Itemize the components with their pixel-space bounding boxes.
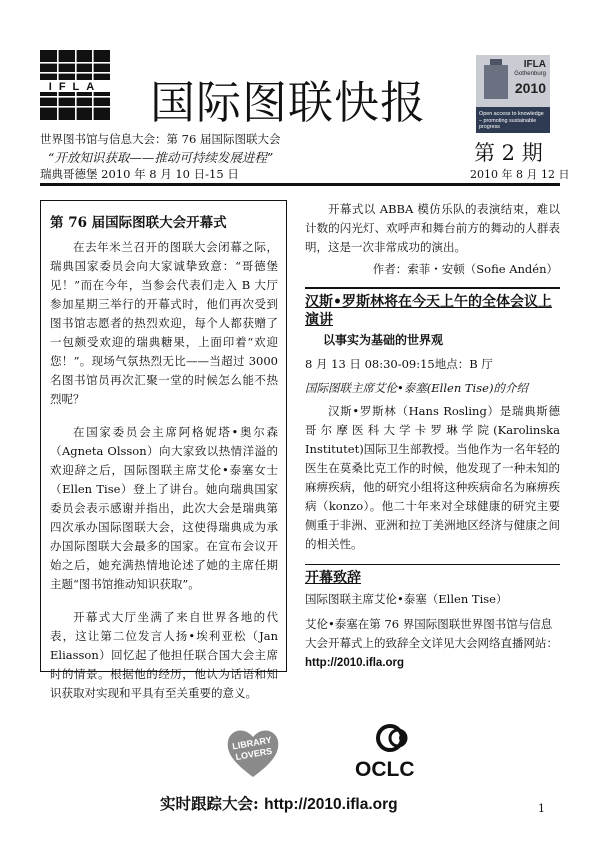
opening-speech-heading: 开幕致辞 — [305, 570, 361, 586]
webcast-link[interactable]: http://2010.ifla.org — [305, 657, 405, 669]
badge-year: 2010 — [514, 80, 546, 96]
badge-photo — [476, 55, 550, 107]
badge-tagline: Open access to knowledge – promoting sustainable progress — [479, 111, 544, 130]
article-paragraph: 在国家委员会主席阿格妮塔•奥尔森（Agneta Olsson）向大家致以热情洋溢的欢迎辞之后，国际图联主席艾伦•泰塞女士（Ellen Tise）登上了讲台。她向瑞典国家委员会表示感谢并指出，此次大会是瑞典第四次承办国际图联大会，这使得瑞典成为承办国际图联大会最多的国家。在宣布会议开始之后，她充满热情地论述了她的主席任期主题“图书馆推动知识获取”。 — [50, 425, 278, 591]
opening-speech-text: 艾伦•泰塞在第 76 界国际图联世界图书馆与信息大会开幕式上的致辞全文详见大会网络直播网站： — [305, 617, 558, 650]
header-divider — [40, 183, 560, 186]
conference-link[interactable]: http://2010.ifla.org — [264, 796, 398, 813]
right-column — [305, 200, 560, 673]
section-divider — [305, 287, 560, 289]
article-paragraph: 在去年米兰召开的图联大会闭幕之际，瑞典国家委员会向大家诚挚致意：“哥德堡见！”而在今年，当参会代表们走入 B 大厅参加星期三举行的开幕式时，他们再次受到图书馆志愿者的热烈欢迎，每个人都获赠了一包颇受欢迎的瑞典糖果，上面印着“欢迎您！”。现场气氛热烈无比——当超过 3000 名图书馆员再次汇聚一堂的时候怎么能不热烈呢？ — [50, 240, 278, 406]
opening-speech-byline: 国际图联主席艾伦•泰塞（Ellen Tise） — [305, 592, 508, 606]
oclc-logo-icon — [374, 718, 414, 758]
rosling-intro: 国际图联主席艾伦•泰塞(Ellen Tise)的介绍 — [305, 380, 528, 395]
issue-date: 2010 年 8 月 12 日 — [470, 168, 570, 181]
rosling-heading: 汉斯•罗斯林将在今天上午的全体会议上演讲 — [305, 293, 552, 328]
badge-ifla: IFLA — [523, 59, 546, 70]
ifla-2010-badge — [476, 55, 550, 133]
ifla-logo-text: IFLA — [48, 81, 102, 93]
oclc-logo-text: OCLC — [355, 758, 415, 781]
opening-ceremony-article — [40, 200, 287, 700]
section-divider — [305, 564, 560, 566]
article-heading: 第 76 届国际图联大会开幕式 — [50, 215, 227, 231]
subtitle-conference: 世界图书馆与信息大会：第 76 届国际图联大会 — [40, 132, 281, 146]
rosling-subheading: 以事实为基础的世界观 — [323, 332, 444, 347]
badge-city: Gothenburg — [514, 71, 546, 77]
page-number: 1 — [538, 802, 545, 815]
issue-number: 第 2 期 — [474, 141, 543, 165]
rosling-paragraph: 汉斯•罗斯林（Hans Rosling）是瑞典斯德哥尔摩医科大学卡罗琳学院(Karolinska Institutet)国际卫生部教授。当他作为一名年轻的医生在莫桑比克工作的时候，他发现了一种未知的麻痹疾病，他的研究小组将这种疾病命名为麻痹疾病（konzo）。他二十年来对全球健康的研究主要侧重于非洲、亚洲和拉丁美洲地区经济与健康之间的相关性。 — [305, 403, 560, 551]
live-tracking-line — [160, 792, 398, 814]
session-time-place: 8 月 13 日 08:30-09:15地点：B 厅 — [305, 356, 493, 371]
live-tracking-label: 实时跟踪大会: — [160, 794, 265, 813]
opening-speech-body — [305, 615, 560, 673]
subtitle-theme: “开放知识获取——推动可持续发展进程” — [48, 150, 274, 165]
library-lovers-text: LIBRARY LOVERS — [231, 734, 273, 763]
article-paragraph: 开幕式大厅坐满了来自世界各地的代表，这让第二位发言人扬•埃利亚松（Jan Eliasson）回忆起了他担任联合国大会主席时的情景。根据他的经历，他认为话语和知识获取对实现和平具有至关重要的意义。 — [50, 610, 278, 700]
subtitle-location: 瑞典哥德堡 2010 年 8 月 10 日-15 日 — [40, 167, 239, 181]
ifla-logo — [40, 50, 110, 120]
article-author: 作者：索菲・安顿（Sofie Andén） — [372, 262, 558, 276]
article-continuation: 开幕式以 ABBA 模仿乐队的表演结束，难以计数的闪光灯、欢呼声和舞台前方的舞动的人群表明，这是一次非常成功的演出。 — [305, 202, 560, 254]
newsletter-title: 国际图联快报 — [150, 76, 427, 129]
